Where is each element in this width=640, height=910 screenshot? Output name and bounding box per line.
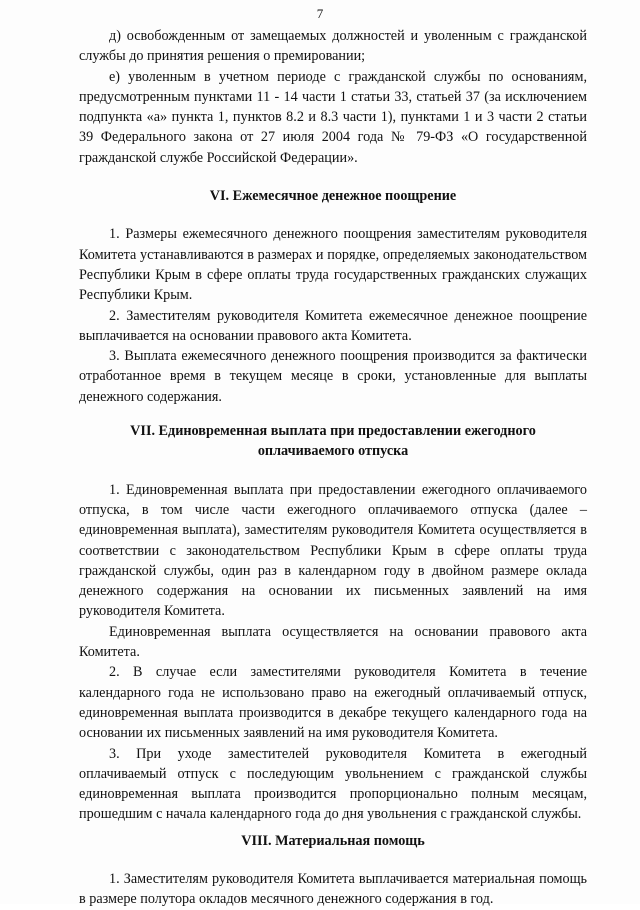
page-number: 7 bbox=[316, 6, 324, 21]
section-8-paragraph-1: 1. Заместителям руководителя Комитета выплачивается материальная помощь в размере полутора окладов месячного денежного содержания в год. bbox=[79, 870, 587, 908]
paragraph-item-e: е) уволенным в учетном периоде с гражданской службы по основаниям, предусмотренным пунктами 11 - 14 части 1 статьи 33, статьей 37 (за исключением подпункта «а» пункта 1, пунктов 8.2 и 8.3 части 1), пунктами 1 и 3 части 2 статьи 39 Федерального закона от 27 июля 2004 года № 79-ФЗ «О государственной гражданской службе Российской Федерации». bbox=[79, 68, 587, 166]
section-7-paragraph-1: 1. Единовременная выплата при предоставлении ежегодного оплачиваемого отпуска, в том числе части ежегодного оплачиваемого отпуска (далее – единовременная выплата), заместителям руководителя Комитета осуществляется в соответствии с законодательством Республики Крым в сфере оплаты труда гражданской службы, один раз в календарном году в двойном размере оклада денежного содержания на основании их письменных заявлений на имя руководителя Комитета. bbox=[79, 481, 587, 620]
section-7-paragraph-2: 2. В случае если заместителями руководителя Комитета в течение календарного года не использовано право на ежегодный оплачиваемый отпуск, единовременная выплата производится в декабре текущего календарного года на основании их письменных заявлений на имя руководителя Комитета. bbox=[79, 664, 587, 742]
section-7-heading-line-1: VII. Единовременная выплата при предоставлении ежегодного bbox=[130, 423, 536, 440]
section-6-paragraph-3: 3. Выплата ежемесячного денежного поощрения производится за фактически отработанное время в текущем месяце в сроки, установленные для выплаты денежного содержания. bbox=[79, 348, 587, 405]
section-6-paragraph-1: 1. Размеры ежемесячного денежного поощрения заместителям руководителя Комитета устанавливаются в размерах и порядке, определяемых законодательством Республики Крым в сфере оплаты труда государственных гражданских служащих Республики Крым. bbox=[79, 226, 587, 304]
section-6-heading: VI. Ежемесячное денежное поощрение bbox=[209, 188, 457, 205]
section-8-heading: VIII. Материальная помощь bbox=[241, 832, 425, 849]
section-7-paragraph-3: 3. При уходе заместителей руководителя Комитета в ежегодный оплачиваемый отпуск с последующим увольнением с гражданской службы единовременная выплата производится пропорционально полным месяцам, прошедшим с начала календарного года до дня увольнения с гражданской службы. bbox=[79, 745, 587, 823]
section-7-paragraph-1b: Единовременная выплата осуществляется на основании правового акта Комитета. bbox=[79, 623, 587, 661]
section-6-paragraph-2: 2. Заместителям руководителя Комитета ежемесячное денежное поощрение выплачивается на основании правового акта Комитета. bbox=[79, 307, 587, 344]
section-7-heading bbox=[79, 421, 587, 462]
paragraph-item-d: д) освобожденным от замещаемых должностей и уволенным с гражданской службы до принятия решения о премировании; bbox=[79, 28, 587, 65]
section-7-heading-line-2: оплачиваемого отпуска bbox=[257, 443, 409, 460]
document-body bbox=[79, 26, 587, 910]
